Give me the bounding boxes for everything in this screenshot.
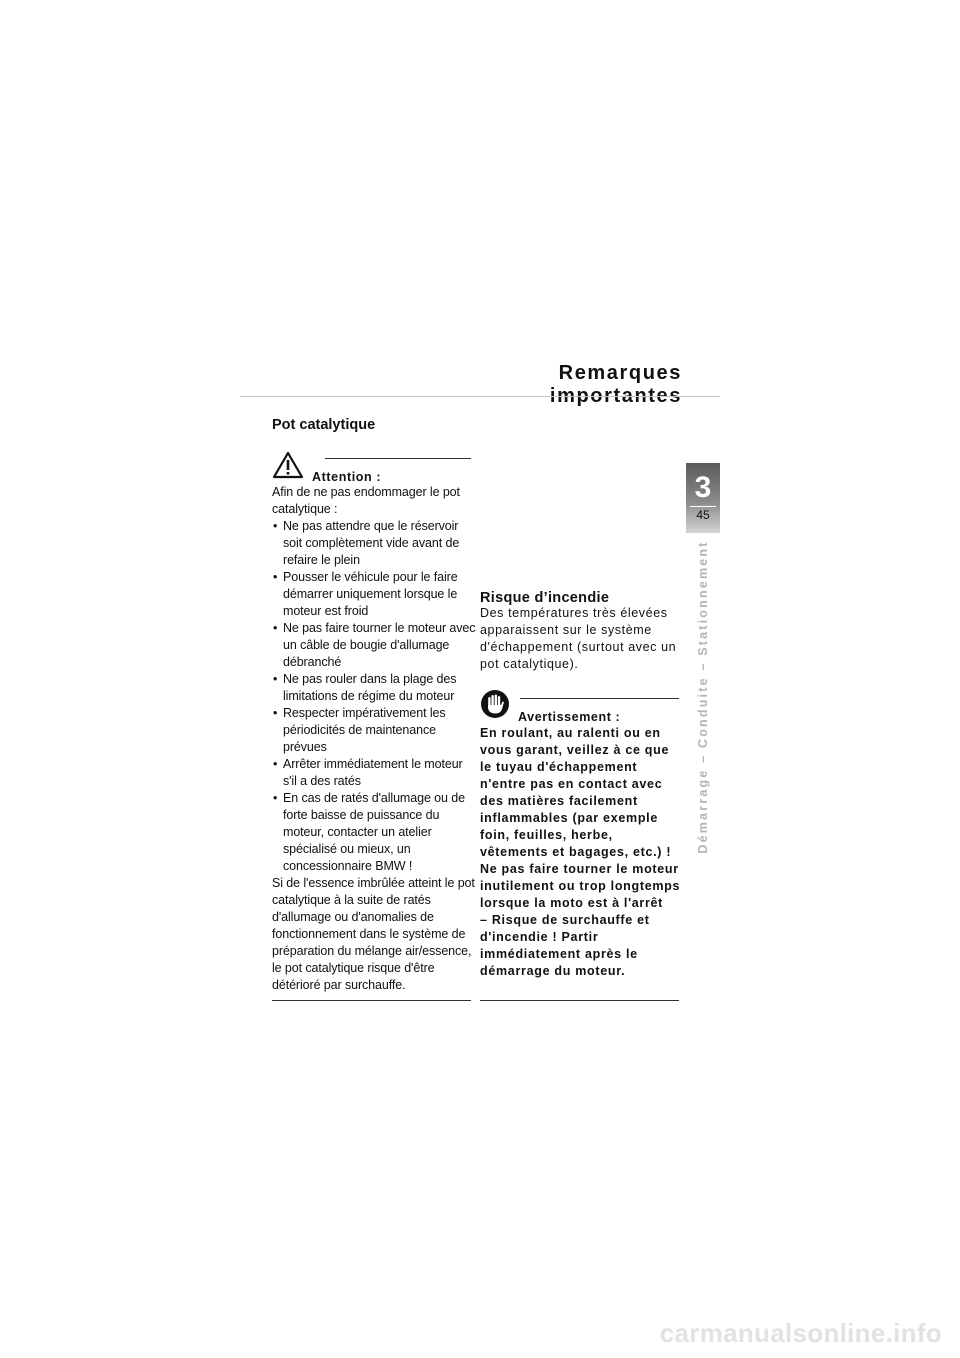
list-item: • Pousser le véhicule pour le faire démarrer uniquement lorsque le moteur est froid xyxy=(273,570,458,618)
attention-closing: Si de l'essence imbrûlée atteint le pot catalytique à la suite de ratés d'allumage ou d'anomalies de fonctionnement dans le système de préparation du mélange air/essence, le pot catalytique risque d'être détérioré par surchauffe. xyxy=(272,876,475,992)
attention-bullet-list xyxy=(272,518,477,875)
watermark: carmanualsonline.info xyxy=(659,1318,942,1348)
chapter-side-label: Démarrage – Conduite – Stationnement xyxy=(696,540,710,854)
stop-hand-icon xyxy=(480,689,510,724)
attention-bottom-rule xyxy=(272,1000,471,1001)
attention-label: Attention : xyxy=(312,470,382,484)
title-divider xyxy=(240,396,720,397)
warning-body xyxy=(480,725,685,980)
fire-risk-body: Des températures très élevées apparaissent sur le système d'échappement (surtout avec un pot catalytique). xyxy=(480,606,677,671)
section-heading-fire-risk: Risque d’incendie xyxy=(480,590,610,606)
list-item-text: En cas de ratés d'allumage ou de forte baisse de puissance du moteur, contacter un atelier spécialisé ou mieux, un concessionnaire BMW ! xyxy=(283,791,465,873)
list-item: • Ne pas rouler dans la plage des limitations de régime du moteur xyxy=(273,672,457,703)
list-item: • Ne pas attendre que le réservoir soit complètement vide avant de refaire le plein xyxy=(273,519,460,567)
page-title: Remarques importantes xyxy=(549,362,682,407)
list-item-text: Ne pas faire tourner le moteur avec un câble de bougie d'allumage débranché xyxy=(283,621,476,669)
list-item-text: Ne pas attendre que le réservoir soit complètement vide avant de refaire le plein xyxy=(283,519,460,567)
list-item: • Arrêter immédiatement le moteur s'il a des ratés xyxy=(273,757,463,788)
list-item-text: Pousser le véhicule pour le faire démarrer uniquement lorsque le moteur est froid xyxy=(283,570,458,618)
warning-triangle-icon xyxy=(272,451,304,484)
list-item-text: Arrêter immédiatement le moteur s'il a des ratés xyxy=(283,757,463,788)
attention-notice-header xyxy=(272,452,381,484)
list-item-text: Respecter impérativement les périodicités de maintenance prévues xyxy=(283,706,446,754)
section-heading-catalytic: Pot catalytique xyxy=(272,417,376,433)
warning-bottom-rule xyxy=(480,1000,679,1001)
list-item-text: Ne pas rouler dans la plage des limitations de régime du moteur xyxy=(283,672,457,703)
list-item: • En cas de ratés d'allumage ou de forte baisse de puissance du moteur, contacter un atelier spécialisé ou mieux, un concessionnaire BMW ! xyxy=(273,791,465,873)
warning-paragraph: Ne pas faire tourner le moteur inutilement ou trop longtemps lorsque la moto est à l'arrêt xyxy=(480,862,681,910)
warning-paragraph: – Risque de surchauffe et d'incendie ! Partir immédiatement après le démarrage du moteur. xyxy=(480,913,650,978)
warning-notice-header xyxy=(480,692,620,724)
warning-paragraph: En roulant, au ralenti ou en vous garant, veillez à ce que le tuyau d'échappement n'entre pas en contact avec des matières facilement inflammables (par exemple foin, feuilles, herbe, vêtements et bagages, etc.) ! xyxy=(480,726,672,859)
chapter-number: 3 xyxy=(694,471,712,504)
list-item: • Ne pas faire tourner le moteur avec un câble de bougie d'allumage débranché xyxy=(273,621,476,669)
attention-body xyxy=(272,484,477,994)
page-number: 45 xyxy=(696,508,710,522)
warning-label: Avertissement : xyxy=(518,710,621,724)
attention-intro: Afin de ne pas endommager le pot catalytique : xyxy=(272,485,460,516)
chapter-divider xyxy=(690,506,716,507)
list-item: • Respecter impérativement les périodicités de maintenance prévues xyxy=(273,706,446,754)
